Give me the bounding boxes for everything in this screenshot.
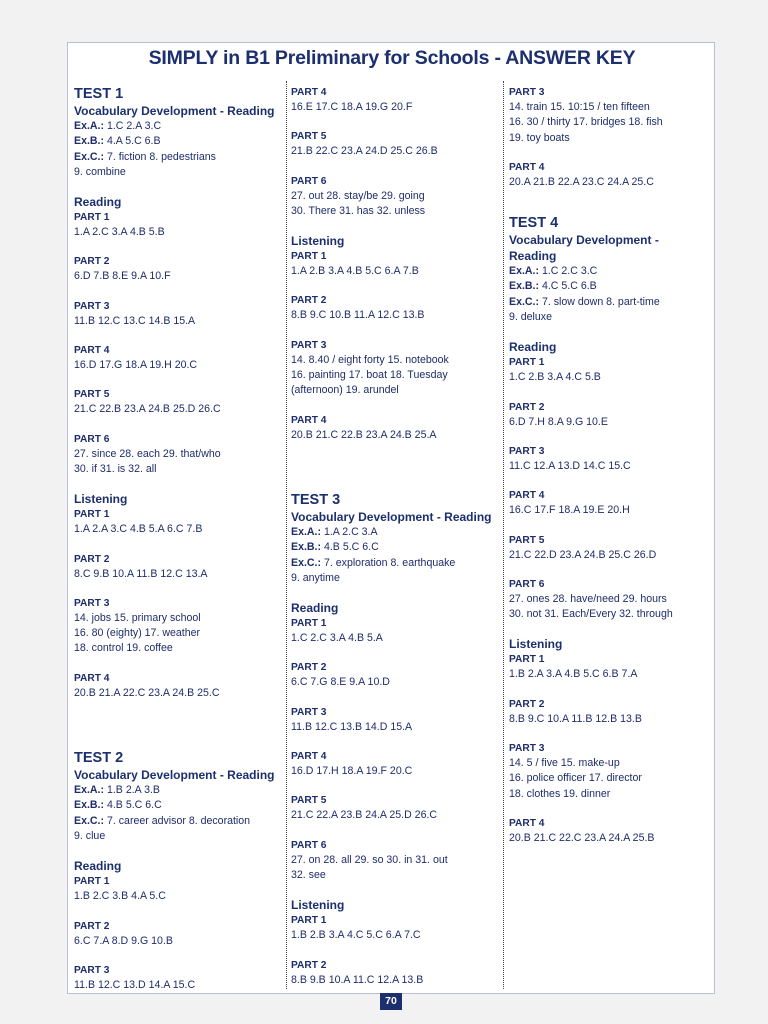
part-label: PART 1 — [291, 251, 327, 263]
part-label: PART 6 — [291, 839, 327, 851]
part-label: PART 5 — [291, 131, 327, 143]
reading-title: Reading — [291, 601, 339, 616]
answer-line: 8.C 9.B 10.A 11.B 12.C 13.A — [74, 567, 208, 580]
answer-line: 27. on 28. all 29. so 30. in 31. out — [291, 853, 448, 866]
answer-line: 6.D 7.B 8.E 9.A 10.F — [74, 270, 171, 283]
answer-line: 11.B 12.C 13.B 14.D 15.A — [291, 720, 413, 733]
answer-line: 20.A 21.B 22.A 23.C 24.A 25.C — [509, 175, 654, 188]
part-label: PART 3 — [509, 743, 545, 755]
answer-line: 1.C 2.C 3.A 4.B 5.A — [291, 632, 383, 645]
answer-line: 11.C 12.A 13.D 14.C 15.C — [509, 459, 631, 472]
part-label: PART 1 — [74, 876, 110, 888]
answer-line: 30. not 31. Each/Every 32. through — [509, 608, 673, 621]
part-label: PART 4 — [291, 751, 327, 763]
part-label: PART 2 — [291, 662, 327, 674]
ex-c-2: 9. anytime — [291, 571, 340, 584]
part-label: PART 3 — [74, 964, 110, 976]
ex-c-2: 9. combine — [74, 165, 126, 178]
answer-line: 11.B 12.C 13.C 14.B 15.A — [74, 314, 196, 327]
ex-b: Ex.B.: 4.B 5.C 6.C — [74, 799, 162, 812]
part-label: PART 3 — [291, 339, 327, 351]
answer-line: 14. train 15. 10:15 / ten fifteen — [509, 101, 650, 113]
answer-line: 16. painting 17. boat 18. Tuesday — [291, 369, 448, 382]
part-label: PART 2 — [74, 553, 110, 565]
part-label: PART 4 — [509, 490, 545, 502]
answer-line: 16. 80 (eighty) 17. weather — [74, 627, 201, 640]
column-divider-1 — [286, 81, 287, 989]
part-label: PART 2 — [291, 295, 327, 307]
listening-title: Listening — [74, 492, 128, 507]
part-label: PART 6 — [74, 433, 110, 445]
ex-a: Ex.A.: 1.C 2.C 3.C — [509, 265, 598, 278]
answer-line: 14. 5 / five 15. make-up — [509, 757, 620, 770]
ex-a: Ex.A.: 1.B 2.A 3.B — [74, 784, 160, 797]
part-label: PART 4 — [509, 161, 545, 173]
answer-line: 20.B 21.C 22.B 23.A 24.B 25.A — [291, 428, 437, 441]
answer-line: 27. out 28. stay/be 29. going — [291, 189, 425, 202]
answer-line: 20.B 21.A 22.C 23.A 24.B 25.C — [74, 686, 220, 699]
ex-b: Ex.B.: 4.B 5.C 6.C — [291, 541, 379, 554]
part-label: PART 2 — [509, 698, 545, 710]
part-label: PART 2 — [74, 920, 110, 932]
answer-line: 1.A 2.B 3.A 4.B 5.C 6.A 7.B — [291, 265, 419, 278]
ex-c: Ex.C.: 7. career advisor 8. decoration — [74, 814, 251, 827]
answer-line: 11.B 12.C 13.D 14.A 15.C — [74, 978, 196, 991]
answer-line: 27. since 28. each 29. that/who — [74, 447, 221, 460]
part-label: PART 6 — [509, 578, 545, 590]
ex-a: Ex.A.: 1.C 2.A 3.C — [74, 120, 162, 132]
part-label: PART 3 — [74, 597, 110, 609]
part-label: PART 1 — [509, 654, 545, 666]
answer-key-page — [67, 42, 715, 994]
part-label: PART 5 — [509, 534, 545, 546]
answer-line: 32. see — [291, 868, 326, 881]
test-4-title: TEST 4 — [509, 215, 559, 232]
ex-c: Ex.C.: 7. exploration 8. earthquake — [291, 556, 456, 569]
answer-line: 8.B 9.C 10.A 11.B 12.B 13.B — [509, 712, 642, 725]
answer-line: 6.D 7.H 8.A 9.G 10.E — [509, 415, 608, 428]
answer-line: 16. police officer 17. director — [509, 772, 642, 785]
answer-line: 8.B 9.B 10.A 11.C 12.A 13.B — [291, 973, 424, 986]
answer-line: 21.C 22.D 23.A 24.B 25.C 26.D — [509, 548, 657, 561]
ex-c: Ex.C.: 7. fiction 8. pedestrians — [74, 150, 216, 163]
part-label: PART 5 — [74, 389, 110, 401]
answer-line: 30. if 31. is 32. all — [74, 462, 157, 475]
part-label: PART 4 — [74, 672, 110, 684]
vocab-title: Vocabulary Development - Reading — [74, 104, 275, 118]
part-label: PART 1 — [74, 509, 110, 521]
ex-c: Ex.C.: 7. slow down 8. part-time — [509, 295, 660, 308]
reading-title: Reading — [74, 195, 122, 210]
answer-line: 1.B 2.B 3.A 4.C 5.C 6.A 7.C — [291, 929, 421, 942]
answer-line: 16.D 17.G 18.A 19.H 20.C — [74, 359, 198, 372]
answer-line: 27. ones 28. have/need 29. hours — [509, 592, 667, 605]
answer-line: 1.A 2.C 3.A 4.B 5.B — [74, 226, 165, 239]
answer-line: 20.B 21.C 22.C 23.A 24.A 25.B — [509, 831, 655, 844]
vocab-title: Vocabulary Development - Reading — [509, 233, 659, 264]
ex-a: Ex.A.: 1.A 2.C 3.A — [291, 525, 378, 538]
test-2-title: TEST 2 — [74, 750, 124, 767]
part-label: PART 3 — [74, 300, 110, 312]
vocab-title: Vocabulary Development - Reading — [74, 768, 275, 783]
part-label: PART 4 — [291, 87, 327, 98]
answer-line: 8.B 9.C 10.B 11.A 12.C 13.B — [291, 309, 425, 322]
part-label: PART 4 — [509, 817, 545, 829]
reading-title: Reading — [509, 340, 557, 355]
part-label: PART 1 — [291, 618, 327, 630]
column-divider-2 — [503, 81, 504, 989]
ex-b: Ex.B.: 4.A 5.C 6.B — [74, 135, 161, 148]
test-1-title: TEST 1 — [74, 86, 124, 102]
page-number: 70 — [380, 993, 402, 1010]
answer-line: 14. 8.40 / eight forty 15. notebook — [291, 353, 449, 366]
column-1 — [74, 85, 286, 993]
answer-line: 16. 30 / thirty 17. bridges 18. fish — [509, 116, 663, 129]
part-label: PART 2 — [291, 959, 327, 971]
part-label: PART 2 — [74, 256, 110, 268]
answer-line: 18. clothes 19. dinner — [509, 787, 611, 800]
ex-c-2: 9. clue — [74, 829, 106, 842]
listening-title: Listening — [291, 234, 345, 249]
answer-line: 16.D 17.H 18.A 19.F 20.C — [291, 765, 413, 778]
part-label: PART 4 — [74, 345, 110, 357]
column-3 — [509, 85, 709, 846]
column-2 — [291, 85, 503, 988]
test-3-title: TEST 3 — [291, 491, 341, 508]
part-label: PART 1 — [74, 212, 110, 224]
listening-title: Listening — [291, 898, 345, 913]
ex-b: Ex.B.: 4.C 5.C 6.B — [509, 280, 597, 293]
part-label: PART 4 — [291, 414, 327, 426]
answer-line: 21.C 22.A 23.B 24.A 25.D 26.C — [291, 809, 438, 822]
answer-line: 1.B 2.C 3.B 4.A 5.C — [74, 890, 166, 903]
answer-line: 6.C 7.G 8.E 9.A 10.D — [291, 676, 390, 689]
answer-line: 19. toy boats — [509, 131, 570, 144]
part-label: PART 5 — [291, 795, 327, 807]
answer-line: 30. There 31. has 32. unless — [291, 204, 426, 217]
ex-c-2: 9. deluxe — [509, 311, 552, 324]
reading-title: Reading — [74, 859, 122, 874]
answer-line: 1.B 2.A 3.A 4.B 5.C 6.B 7.A — [509, 668, 638, 681]
answer-line: 1.C 2.B 3.A 4.C 5.B — [509, 371, 601, 384]
part-label: PART 2 — [509, 401, 545, 413]
part-label: PART 1 — [291, 915, 327, 927]
answer-line: 1.A 2.A 3.C 4.B 5.A 6.C 7.B — [74, 523, 203, 536]
answer-line: (afternoon) 19. arundel — [291, 384, 399, 397]
answer-line: 14. jobs 15. primary school — [74, 611, 201, 624]
vocab-title: Vocabulary Development - Reading — [291, 509, 492, 524]
answer-line: 16.C 17.F 18.A 19.E 20.H — [509, 504, 630, 517]
page-title: SIMPLY in B1 Preliminary for Schools - ANSWER KEY — [148, 47, 636, 69]
answer-line: 16.E 17.C 18.A 19.G 20.F — [291, 101, 413, 113]
answer-line: 21.C 22.B 23.A 24.B 25.D 26.C — [74, 403, 221, 416]
answer-line: 18. control 19. coffee — [74, 642, 173, 655]
part-label: PART 1 — [509, 357, 545, 369]
part-label: PART 3 — [509, 445, 545, 457]
answer-line: 6.C 7.A 8.D 9.G 10.B — [74, 934, 173, 947]
part-label: PART 3 — [291, 706, 327, 718]
answer-line: 21.B 22.C 23.A 24.D 25.C 26.B — [291, 145, 438, 158]
part-label: PART 6 — [291, 175, 327, 187]
listening-title: Listening — [509, 637, 563, 652]
part-label: PART 3 — [509, 87, 545, 98]
